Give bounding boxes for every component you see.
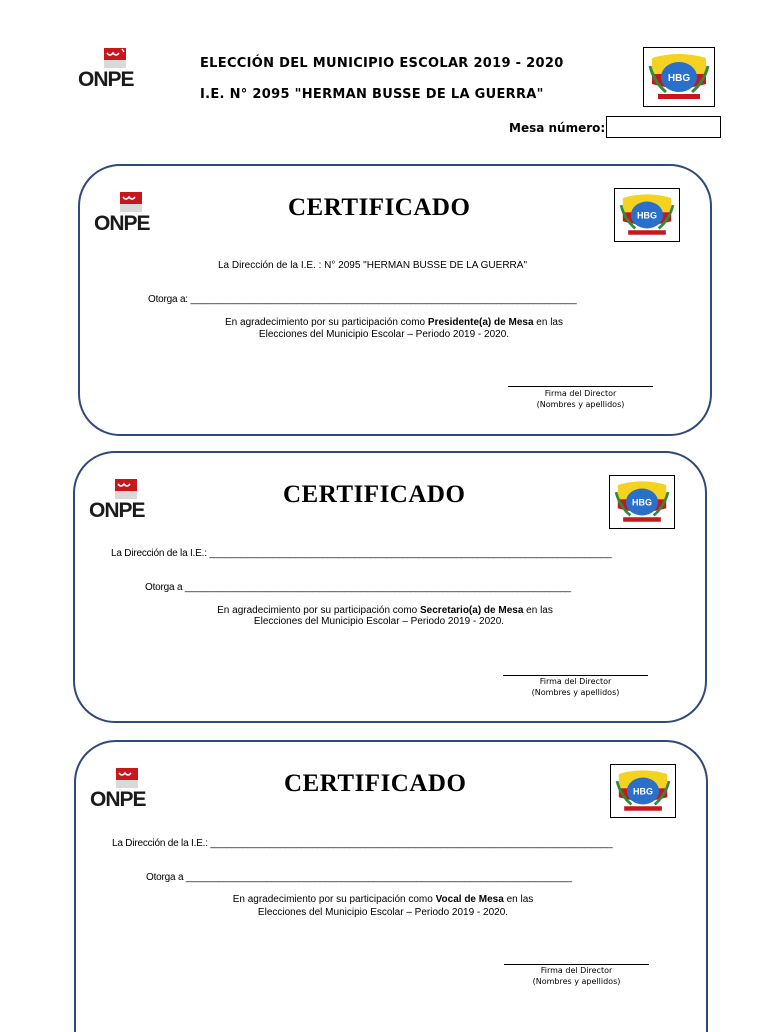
signature-subcaption: (Nombres y apellidos) (531, 688, 620, 697)
certificate-card-president (78, 164, 712, 436)
school-crest (614, 188, 680, 242)
signature-caption: Firma del Director (544, 389, 617, 398)
certificate-title: CERTIFICADO (288, 194, 471, 221)
school-direction-line: La Dirección de la I.E.: ___________________________________________________________________________ (111, 548, 612, 559)
signature-line (503, 675, 648, 676)
election-period-text: Elecciones del Municipio Escolar – Periodo 2019 - 2020. (253, 616, 505, 627)
role-name: Vocal de Mesa (435, 894, 504, 905)
role-name: Presidente(a) de Mesa (427, 317, 534, 328)
participation-text: En agradecimiento por su participación como Secretario(a) de Mesa en las (217, 605, 553, 616)
signature-line (508, 386, 653, 387)
school-name: I.E. N° 2095 "HERMAN BUSSE DE LA GUERRA" (200, 87, 544, 102)
role-name: Secretario(a) de Mesa (420, 605, 524, 616)
svg-text:HBG: HBG (633, 786, 653, 797)
election-period-text: Elecciones del Municipio Escolar – Periodo 2019 - 2020. (258, 329, 510, 340)
svg-text:HBG: HBG (637, 210, 657, 221)
certificate-title: CERTIFICADO (283, 481, 466, 508)
onpe-wordmark: ONPE (94, 212, 150, 235)
crest-emblem-icon (610, 476, 674, 528)
school-crest (643, 47, 715, 107)
onpe-wordmark: ONPE (78, 68, 134, 91)
signature-subcaption: (Nombres y apellidos) (536, 400, 625, 409)
certificate-title: CERTIFICADO (284, 770, 467, 797)
school-direction-line: La Dirección de la I.E.: ___________________________________________________________________________ (112, 838, 613, 849)
mesa-number-label: Mesa número: (509, 121, 606, 135)
svg-text:HBG: HBG (667, 73, 691, 84)
participation-text: En agradecimiento por su participación como Presidente(a) de Mesa en las (225, 317, 563, 328)
recipient-line: Otorga a ________________________________________________________________________ (145, 582, 571, 593)
signature-caption: Firma del Director (539, 677, 612, 686)
certificate-card-secretary (73, 451, 707, 723)
mesa-number-field[interactable] (606, 116, 721, 138)
certificate-card-vocal (74, 740, 708, 1032)
onpe-logo (78, 46, 142, 96)
crest-emblem-icon (644, 48, 714, 106)
onpe-logo (94, 190, 158, 240)
recipient-line: Otorga a: ________________________________________________________________________ (148, 294, 577, 305)
onpe-logo (90, 766, 154, 816)
signature-subcaption: (Nombres y apellidos) (532, 977, 621, 986)
election-title: ELECCIÓN DEL MUNICIPIO ESCOLAR 2019 - 2020 (200, 56, 564, 71)
election-period-text: Elecciones del Municipio Escolar – Periodo 2019 - 2020. (257, 907, 509, 918)
onpe-logo (89, 477, 153, 527)
school-direction-line: La Dirección de la I.E. : N° 2095 "HERMAN BUSSE DE LA GUERRA" (218, 260, 527, 271)
signature-caption: Firma del Director (540, 966, 613, 975)
school-crest (610, 764, 676, 818)
svg-text:HBG: HBG (632, 497, 652, 508)
signature-line (504, 964, 649, 965)
onpe-wordmark: ONPE (89, 499, 145, 522)
crest-emblem-icon (611, 765, 675, 817)
participation-text: En agradecimiento por su participación como Vocal de Mesa en las (232, 894, 534, 905)
onpe-wordmark: ONPE (90, 788, 146, 811)
school-crest (609, 475, 675, 529)
recipient-line: Otorga a ________________________________________________________________________ (146, 872, 572, 883)
crest-emblem-icon (615, 189, 679, 241)
